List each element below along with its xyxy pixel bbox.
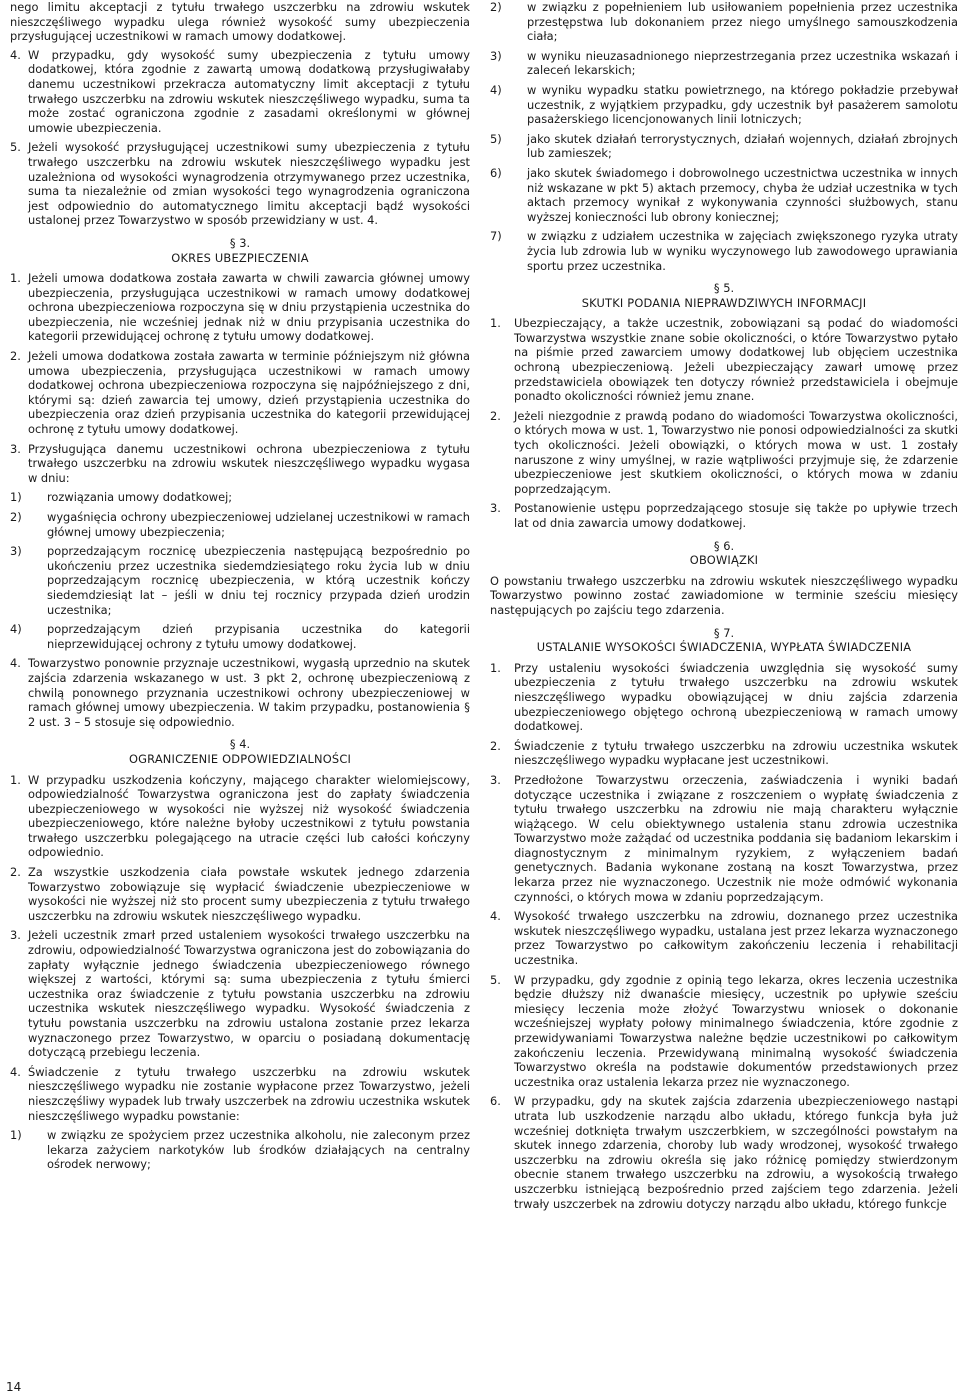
item-number: 1) [10, 490, 22, 505]
paragraph-4-3 [10, 928, 470, 1059]
paragraph-number: 3. [10, 441, 21, 456]
paragraph-2-4 [10, 48, 470, 136]
paragraph-7-3 [490, 773, 958, 904]
item-text: rozwiązania umowy dodatkowej; [47, 490, 233, 505]
paragraph-3-3 [10, 442, 470, 486]
intro-paragraph: nego limitu akceptacji z tytułu trwałego uszczerbku na zdrowiu wskutek nieszczęśliwego wypadku ulega również wysokość sumy ubezpieczenia przysługującej uczestnikowi w ramach umowy dodatkowej. [10, 0, 470, 44]
paragraph-number: 2. [10, 349, 21, 364]
section-number: § 7. [713, 625, 735, 640]
paragraph-7-6 [490, 1094, 958, 1211]
paragraph-text: Jeżeli wysokość przysługującej uczestnikowi sumy ubezpieczenia z tytułu trwałego uszczerbku na zdrowiu wskutek nieszczęśliwego wypadku jest uzależniona od wysokości wynagrodzenia otrzymywanego przez uczestnika, suma ta niezależnie od zmian wysokości tego wynagrodzenia ograniczona jest odpowiednio do automatycznego limitu akceptacji bądź wysokości ustalonej przez Towarzystwo w sposób przewidziany w ust. 4. [28, 140, 470, 228]
item-number: 3) [10, 544, 22, 559]
item-text: w wyniku wypadku statku powietrznego, na którego pokładzie przebywał uczestnik, z wyjątkiem przypadku, gdy uczestnik był pasażerem samolotu pasażerskiego licencjonowanych linii lotniczych; [527, 82, 958, 127]
paragraph-3-4 [10, 656, 470, 729]
section-4-heading [10, 737, 470, 766]
paragraph-7-4 [490, 909, 958, 967]
list-item-3-3-2 [10, 510, 470, 539]
list-item-4-4-1 [10, 1128, 470, 1172]
paragraph-number: 2. [490, 408, 501, 423]
list-item-3-3-1 [10, 490, 470, 505]
list-item-4-4-6 [490, 166, 958, 224]
paragraph-number: 4. [10, 47, 21, 62]
paragraph-number: 1. [10, 772, 21, 787]
paragraph-number: 1. [10, 271, 21, 286]
paragraph-4-4 [10, 1065, 470, 1123]
paragraph-number: 3. [490, 772, 501, 787]
paragraph-2-5 [10, 140, 470, 228]
paragraph-3-2 [10, 349, 470, 437]
item-text: w związku z popełnieniem lub usiłowaniem popełnienia przez uczestnika przestępstwa lub dokonaniem przez niego umyślnego samouszkodzenia ciała; [527, 0, 958, 44]
item-number: 5) [490, 131, 502, 146]
paragraph-text: Jeżeli umowa dodatkowa została zawarta w terminie późniejszym niż główna umowa ubezpieczenia, przysługująca uczestnikowi w ramach umowy dodatkowej ochrona ubezpieczeniowa rozpoczyna się najpóźniejszego z dni, którymi są: dzień zawarcia tej umowy, dzień przystąpienia uczestnika do ubezpieczenia oraz dzień przypisania uczestnika do kategorii przewidującej ochronę z tytułu umowy dodatkowej. [28, 349, 470, 437]
paragraph-text: Ubezpieczający, a także uczestnik, zobowiązani są podać do wiadomości Towarzystwa wszystkie znane sobie okoliczności, o które Towarzystwo pytało na piśmie przed zawarciem umowy dodatkowej lub objęciem uczestnika ochroną ubezpieczeniową. Jeżeli ubezpieczający zawarł umowę przez przedstawiciela obowiązek ten dotyczy również przedstawiciela i obejmuje ponadto okoliczności również jemu znane. [514, 316, 958, 404]
paragraph-number: 6. [490, 1094, 501, 1109]
section-number: § 6. [713, 538, 735, 553]
section-title: OKRES UBEZPIECZENIA [171, 250, 309, 265]
paragraph-text: Świadczenie z tytułu trwałego uszczerbku na zdrowiu uczestnika wskutek nieszczęśliwego wypadku wypłacane jest uczestnikowi. [514, 738, 958, 768]
section-3-heading [10, 236, 470, 265]
paragraph-6: O powstaniu trwałego uszczerbku na zdrowiu wskutek nieszczęśliwego wypadku Towarzystwo powinno zostać zawiadomione w terminie sześciu miesięcy następujących po zajściu tego zdarzenia. [490, 573, 958, 617]
paragraph-text: Świadczenie z tytułu trwałego uszczerbku na zdrowiu wskutek nieszczęśliwego wypadku nie zostanie wypłacone przez Towarzystwo, jeżeli nieszczęśliwy wypadek lub trwały uszczerbek na zdrowiu uczestnika wskutek nieszczęśliwego wypadku powstanie: [28, 1064, 470, 1123]
paragraph-number: 3. [10, 928, 21, 943]
paragraph-number: 4. [490, 909, 501, 924]
paragraph-4-2 [10, 865, 470, 923]
paragraph-number: 5. [10, 140, 21, 155]
section-title: OBOWIĄZKI [689, 553, 759, 568]
paragraph-text: Jeżeli uczestnik zmarł przed ustaleniem wysokości trwałego uszczerbku na zdrowiu, odpowiedzialność Towarzystwa ograniczona jest do zobowiązania do zapłaty wyłącznie jednego świadczenia ubezpieczeniowego równego większej z wartości, którymi są: suma ubezpieczenia z tytułu śmierci uczestnika oraz świadczenie z tytułu powstania uszczerbku na zdrowiu uczestnika wskutek nieszczęśliwego wypadku. Wysokość świadczenia z tytułu powstania uszczerbku na zdrowiu ustalona zostanie przez lekarza wyznaczonego przez Towarzystwo, w oparciu o posiadaną dokumentację dotyczącą przebiegu leczenia. [28, 928, 471, 1060]
list-item-4-4-2 [490, 0, 958, 44]
section-number: § 5. [713, 281, 735, 296]
paragraph-5-2 [490, 409, 958, 497]
paragraph-7-2 [490, 739, 958, 768]
paragraph-7-1 [490, 661, 958, 734]
paragraph-5-1 [490, 316, 958, 404]
paragraph-text: W przypadku uszkodzenia kończyny, mającego charakter wielomiejscowy, odpowiedzialność Towarzystwa ograniczona jest do zapłaty świadczenia ubezpieczeniowego w wysokości nie wyższej niż wysokość świadczenia ubezpieczeniowego, które należne byłoby uczestnikowi z tytułu powstania trwałego uszczerbku polegającego na utracie części lub całości kończyny odpowiednio. [28, 772, 470, 860]
item-text: poprzedzającym rocznicę ubezpieczenia następującą bezpośrednio po ukończeniu przez uczestnika siedemdziesiątego roku życia lub w dniu poprzedzającym rocznicę ubezpieczenia, w którą uczestnik kończy siedemdziesiąt lat – jeśli w dniu tej rocznicy przypada dzień urodzin uczestnika; [47, 544, 470, 617]
list-item-4-4-4 [490, 83, 958, 127]
item-number: 4) [10, 622, 22, 637]
item-text: jako skutek świadomego i dobrowolnego uczestnictwa uczestnika w innych niż wskazane w pkt 5) aktach przemocy, chyba że udział uczestnika w tych aktach przemocy wynikał z wykonywania czynności służbowych, stanu wyższej konieczności lub obrony koniecznej; [527, 165, 958, 224]
section-number: § 4. [229, 737, 251, 752]
paragraph-number: 1. [490, 316, 501, 331]
list-item-4-4-5 [490, 132, 958, 161]
paragraph-text: Przy ustaleniu wysokości świadczenia uwzględnia się wysokość sumy ubezpieczenia z tytułu trwałego uszczerbku na zdrowiu wskutek nieszczęśliwego wypadku obowiązującej w dniu zajścia zdarzenia ubezpieczeniowego objętego ochroną ubezpieczeniową w ramach umowy dodatkowej. [514, 660, 958, 734]
item-number: 6) [490, 165, 502, 180]
item-text: wygaśnięcia ochrony ubezpieczeniowej udzielanej uczestnikowi w ramach głównej umowy ubezpieczenia; [47, 510, 470, 539]
item-number: 3) [490, 48, 502, 63]
item-text: w wyniku nieuzasadnionego nieprzestrzegania przez uczestnika wskazań i zaleceń lekarskich; [527, 48, 958, 78]
list-item-3-3-4 [10, 622, 470, 651]
paragraph-7-5 [490, 973, 958, 1090]
paragraph-text: W przypadku, gdy zgodnie z opinią tego lekarza, okres leczenia uczestnika będzie dłuższy niż dwanaście miesięcy, uczestnik po upływie sześciu miesięcy leczenia może złożyć Towarzystwu wniosek o dokonanie wcześniejszej wypłaty połowy minimalnego świadczenia, które zgodnie z przewidywaniami Towarzystwa należne będzie uczestnikowi po całkowitym zakończeniu leczenia. Przewidywaną minimalną wysokość świadczenia Towarzystwo określa na podstawie dokumentów przedstawionych przez uczestnika oraz ustalenia lekarza przez nie wyznaczonego. [514, 972, 958, 1089]
section-7-heading [490, 626, 958, 655]
paragraph-number: 2. [10, 865, 21, 880]
item-number: 4) [490, 82, 502, 97]
section-6-heading [490, 539, 958, 568]
paragraph-5-3 [490, 501, 958, 530]
paragraph-text: Wysokość trwałego uszczerbku na zdrowiu, doznanego przez uczestnika wskutek nieszczęśliwego wypadku, ustalana jest przez lekarza wyznaczonego przez Towarzystwo po całkowitym zakończeniu leczenia i rehabilitacji uczestnika. [514, 909, 958, 968]
paragraph-number: 4. [10, 1064, 21, 1079]
item-text: jako skutek działań terrorystycznych, działań wojennych, działań zbrojnych lub zamieszek; [527, 131, 958, 161]
page-number: 14 [6, 1380, 22, 1394]
paragraph-number: 5. [490, 972, 501, 987]
item-number: 2) [10, 510, 22, 524]
paragraph-4-1 [10, 773, 470, 861]
paragraph-number: 3. [490, 501, 501, 516]
list-item-4-4-7 [490, 229, 958, 273]
section-5-heading [490, 281, 958, 310]
section-number: § 3. [229, 235, 251, 250]
section-title: USTALANIE WYSOKOŚCI ŚWIADCZENIA, WYPŁATA ŚWIADCZENIA [536, 640, 912, 655]
paragraph-number: 4. [10, 656, 21, 671]
left-column [10, 0, 470, 1177]
item-number: 2) [490, 0, 502, 14]
list-item-4-4-3 [490, 49, 958, 78]
paragraph-text: Postanowienie ustępu poprzedzającego stosuje się także po upływie trzech lat od dnia zawarcia umowy dodatkowej. [514, 501, 958, 530]
paragraph-text: W przypadku, gdy wysokość sumy ubezpieczenia z tytułu umowy dodatkowej, która zgodnie z zawartą umową dodatkową przysługiwałaby danemu uczestnikowi przekracza automatyczny limit akceptacji z tytułu trwałego uszczerbku na zdrowiu wskutek nieszczęśliwego wypadku, suma ta może zostać ograniczona zgodnie z zasadami określonymi w głównej umowie ubezpieczenia. [28, 47, 470, 135]
paragraph-text: Jeżeli niezgodnie z prawdą podano do wiadomości Towarzystwa okoliczności, o których mowa w ust. 1, Towarzystwo nie ponosi odpowiedzialności za skutki tych okoliczności. Jeżeli obowiązki, o których mowa w ust. 1 zostały naruszone z winy umyślnej, w razie wątpliwości przyjmuje się, że zdarzenie ubezpieczeniowe jest skutkiem okoliczności, o których mowa w zdaniu poprzedzającym. [514, 408, 958, 496]
item-number: 7) [490, 229, 502, 244]
list-item-3-3-3 [10, 544, 470, 617]
paragraph-text: Przedłożone Towarzystwu orzeczenia, zaświadczenia i wyniki badań dotyczące uczestnika i związane z roszczeniem o wypłatę świadczenia z tytułu trwałego uszczerbku na zdrowiu nie mają charakteru wyłącznie wiążącego. W celu obiektywnego ustalenia stanu zdrowia uczestnika Towarzystwo może zażądać od uczestnika poddania się badaniom lekarskim i diagnostycznym z minimalnym ryzykiem, z wyłączeniem badań genetycznych. Badania wykonane zostaną na koszt Towarzystwa, przez lekarza przez nie wyznaczonego. Uczestnik nie może odmówić wykonania czynności, o których mowa w zdaniu poprzedzającym. [514, 772, 958, 904]
item-text: w związku z udziałem uczestnika w zajęciach zwiększonego ryzyka utraty życia lub zdrowia lub w wyniku wyczynowego lub zawodowego uprawiania sportu przez uczestnika. [527, 229, 958, 273]
paragraph-number: 1. [490, 660, 501, 675]
paragraph-text: Jeżeli umowa dodatkowa została zawarta w chwili zawarcia głównej umowy ubezpieczenia, przysługująca uczestnikowi w ramach umowy dodatkowej ochrona ubezpieczeniowa rozpoczyna się w dniu przystąpienia uczestnika do ubezpieczenia, nie wcześniej jednak niż w dniu przypisania uczestnika do kategorii przewidującej ochronę z tytułu umowy dodatkowej. [28, 271, 470, 344]
item-text: w związku ze spożyciem przez uczestnika alkoholu, nie zaleconym przez lekarza zażyciem narkotyków lub środków działających na centralny ośrodek nerwowy; [47, 1128, 470, 1172]
paragraph-text: Towarzystwo ponownie przyznaje uczestnikowi, wygasłą uprzednio na skutek zajścia zdarzenia wskazanego w ust. 3 pkt 2, ochronę ubezpieczeniową z chwilą ponownego przyznania uczestnikowi ochrony ubezpieczeniowej w ramach głównej umowy ubezpieczenia. W takim przypadku, postanowienia § 2 ust. 3 – 5 stosuje się odpowiednio. [28, 656, 470, 729]
paragraph-text: W przypadku, gdy na skutek zajścia zdarzenia ubezpieczeniowego nastąpi utrata lub uszkodzenie narządu albo układu, którego funkcja była już wcześniej dotknięta trwałym uszczerbkiem, w szczególności powstałym na skutek innego zdarzenia, choroby lub wady wrodzonej, wysokość trwałego uszczerbku na zdrowiu określa się jako różnicę pomiędzy stwierdzonym obecnie stanem trwałego uszczerbku na zdrowiu, a wysokością trwałego uszczerbku istniejącą bezpośrednio przed zajściem tego zdarzenia. Jeżeli trwały uszczerbek na zdrowiu dotyczy narządu albo układu, którego funkcje [514, 1094, 958, 1211]
paragraph-number: 2. [490, 738, 501, 753]
section-title: SKUTKI PODANIA NIEPRAWDZIWYCH INFORMACJI [581, 295, 867, 310]
paragraph-3-1 [10, 271, 470, 344]
paragraph-text: Przysługująca danemu uczestnikowi ochrona ubezpieczeniowa z tytułu trwałego uszczerbku na zdrowiu wskutek nieszczęśliwego wypadku wygasa w dniu: [28, 441, 470, 485]
section-title: OGRANICZENIE ODPOWIEDZIALNOŚCI [128, 751, 352, 766]
paragraph-text: Za wszystkie uszkodzenia ciała powstałe wskutek jednego zdarzenia Towarzystwo zobowiązuje się wypłacić świadczenie ubezpieczeniowe w wysokości nie wyższej niż sto procent sumy ubezpieczenia z tytułu trwałego uszczerbku na zdrowiu wskutek nieszczęśliwego wypadku. [28, 865, 470, 923]
item-number: 1) [10, 1128, 22, 1143]
right-column [490, 0, 958, 1216]
item-text: poprzedzającym dzień przypisania uczestnika do kategorii nieprzewidującej ochrony z tytułu umowy dodatkowej. [47, 622, 470, 651]
